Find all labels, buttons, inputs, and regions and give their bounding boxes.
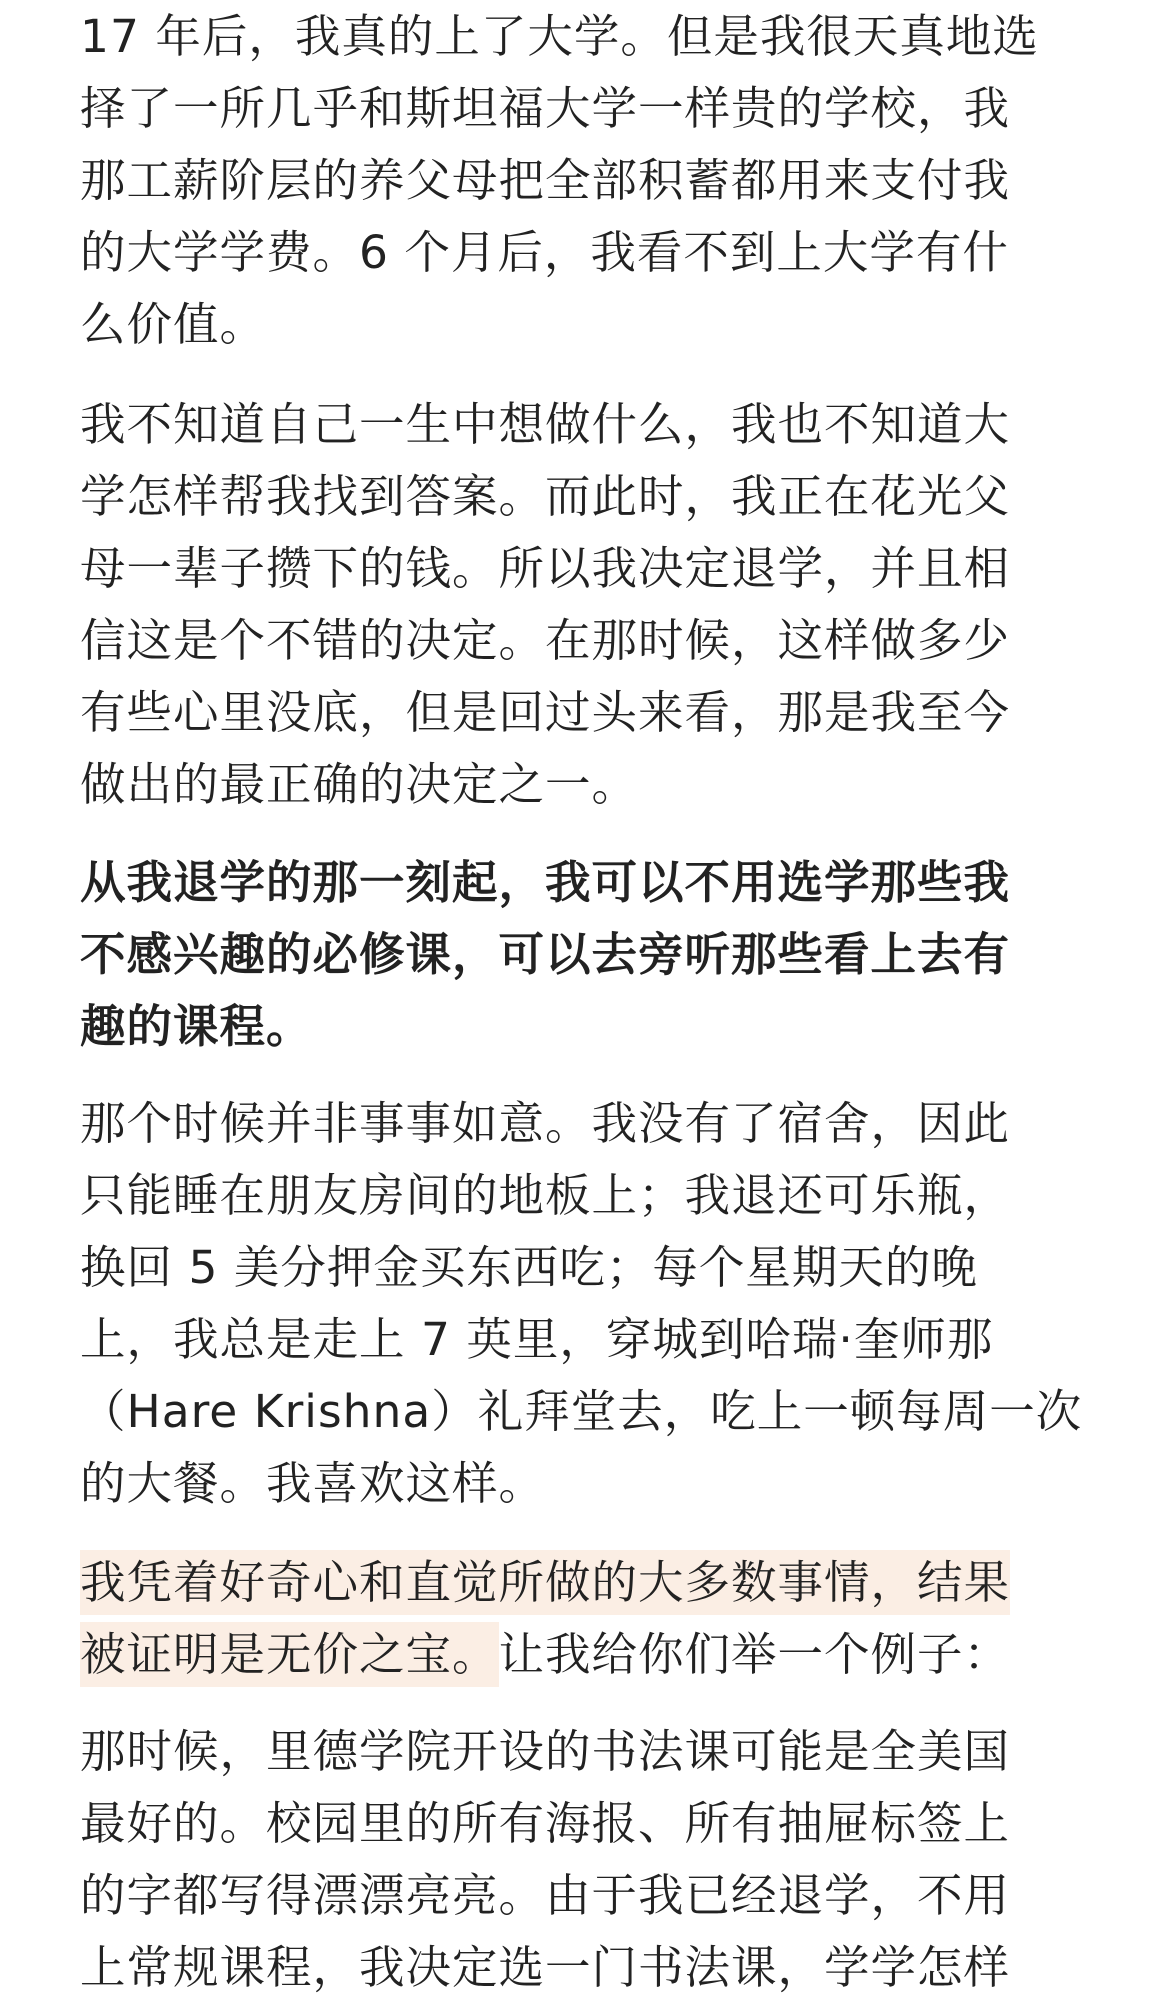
text-line: 只能睡在朋友房间的地板上；我退还可乐瓶， xyxy=(80,1169,1011,1222)
paragraph-dropout-decision xyxy=(80,389,1120,821)
text-line xyxy=(80,1619,1120,1691)
text-line xyxy=(80,1547,1120,1619)
text-line: 么价值。 xyxy=(80,298,267,351)
text-line: 有些心里没底，但是回过头来看，那是我至今 xyxy=(80,686,1011,739)
text-line: 不感兴趣的必修课，可以去旁听那些看上去有 xyxy=(80,928,1011,981)
text-line: 我不知道自己一生中想做什么，我也不知道大 xyxy=(80,398,1011,451)
paragraph-bold-emphasis xyxy=(80,847,1120,1063)
text-line: 信这是个不错的决定。在那时候，这样做多少 xyxy=(80,614,1011,667)
text-line: 母一辈子攒下的钱。所以我决定退学，并且相 xyxy=(80,542,1011,595)
paragraph-hard-times xyxy=(80,1088,1120,1520)
text-line: 最好的。校园里的所有海报、所有抽屉标签上 xyxy=(80,1797,1011,1850)
highlighted-text: 被证明是无价之宝。 xyxy=(80,1622,499,1687)
text-line: 那个时候并非事事如意。我没有了宿舍，因此 xyxy=(80,1097,1011,1150)
text-line: 从我退学的那一刻起，我可以不用选学那些我 xyxy=(80,856,1011,909)
text-line: 上，我总是走上 7 英里，穿城到哈瑞·奎师那 xyxy=(80,1313,994,1366)
highlighted-text: 我凭着好奇心和直觉所做的大多数事情，结果 xyxy=(80,1550,1010,1615)
text-line: 的字都写得漂漂亮亮。由于我已经退学，不用 xyxy=(80,1869,1011,1922)
paragraph-curiosity xyxy=(80,1547,1120,1691)
text-line: 的大学学费。6 个月后，我看不到上大学有什 xyxy=(80,226,1009,279)
paragraph-calligraphy xyxy=(80,1716,1120,2004)
plain-text: 让我给你们举一个例子： xyxy=(498,1628,1011,1681)
text-line: 换回 5 美分押金买东西吃；每个星期天的晚 xyxy=(80,1241,978,1294)
paragraph-college xyxy=(80,1,1120,361)
text-line: 那工薪阶层的养父母把全部积蓄都用来支付我 xyxy=(80,154,1011,207)
text-line: 学怎样帮我找到答案。而此时，我正在花光父 xyxy=(80,470,1011,523)
text-line: 趣的课程。 xyxy=(80,1000,313,1053)
text-line: 择了一所几乎和斯坦福大学一样贵的学校，我 xyxy=(80,82,1011,135)
text-line: 的大餐。我喜欢这样。 xyxy=(80,1457,546,1510)
text-line: 17 年后，我真的上了大学。但是我很天真地选 xyxy=(80,10,1039,63)
text-line: （Hare Krishna）礼拜堂去，吃上一顿每周一次 xyxy=(80,1385,1083,1438)
text-line: 那时候，里德学院开设的书法课可能是全美国 xyxy=(80,1725,1011,1778)
text-line: 上常规课程，我决定选一门书法课，学学怎样 xyxy=(80,1941,1011,1994)
text-line: 做出的最正确的决定之一。 xyxy=(80,758,639,811)
